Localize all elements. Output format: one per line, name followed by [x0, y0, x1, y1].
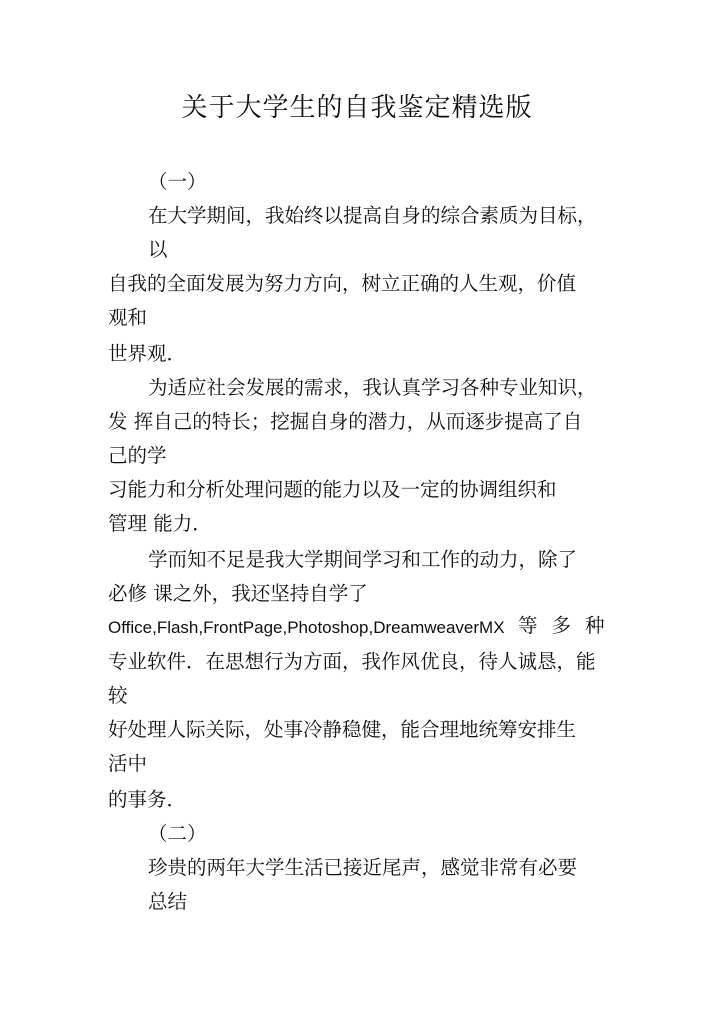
document-title: 关于大学生的自我鉴定精选版	[181, 93, 533, 123]
paragraph-line: 自我的全面发展为努力方向，树立正确的人生观，价值	[108, 272, 577, 295]
section-heading-1: （一）	[148, 170, 207, 193]
paragraph-line: 观和	[108, 306, 148, 329]
paragraph-line: 以	[148, 238, 168, 261]
paragraph-line: 珍贵的两年大学生活已接近尾声，感觉非常有必要	[148, 856, 578, 879]
paragraph-line: 总结	[148, 890, 188, 913]
paragraph-line: 活中	[108, 752, 148, 775]
paragraph-line: 较	[108, 684, 128, 707]
paragraph-line: 为适应社会发展的需求，我认真学习各种专业知识，	[148, 376, 597, 399]
paragraph-line: 专业软件．在思想行为方面，我作风优良，待人诚恳，能	[108, 650, 596, 673]
paragraph-line: 发 挥自己的特长；挖掘自身的潜力，从而逐步提高了自	[108, 410, 583, 433]
paragraph-line: 世界观．	[108, 342, 187, 365]
paragraph-line: 好处理人际关际，处事冷静稳健，能合理地统筹安排生	[108, 718, 577, 741]
paragraph-line: 管理 能力．	[108, 512, 212, 535]
paragraph-line: 习能力和分析处理问题的能力以及一定的协调组织和	[108, 478, 557, 501]
paragraph-line: 在大学期间，我始终以提高自身的综合素质为目标，	[148, 204, 597, 227]
paragraph-line: 的事务．	[108, 788, 187, 811]
section-heading-2: （二）	[148, 822, 207, 845]
paragraph-line: 己的学	[108, 444, 167, 467]
paragraph-line: 等多种	[518, 614, 619, 637]
paragraph-line: 必修 课之外，我还坚持自学了	[108, 582, 368, 605]
paragraph-line: 学而知不足是我大学期间学习和工作的动力，除了	[148, 548, 578, 571]
software-list: Office,Flash,FrontPage,Photoshop,DreamweaverMX	[108, 618, 505, 637]
